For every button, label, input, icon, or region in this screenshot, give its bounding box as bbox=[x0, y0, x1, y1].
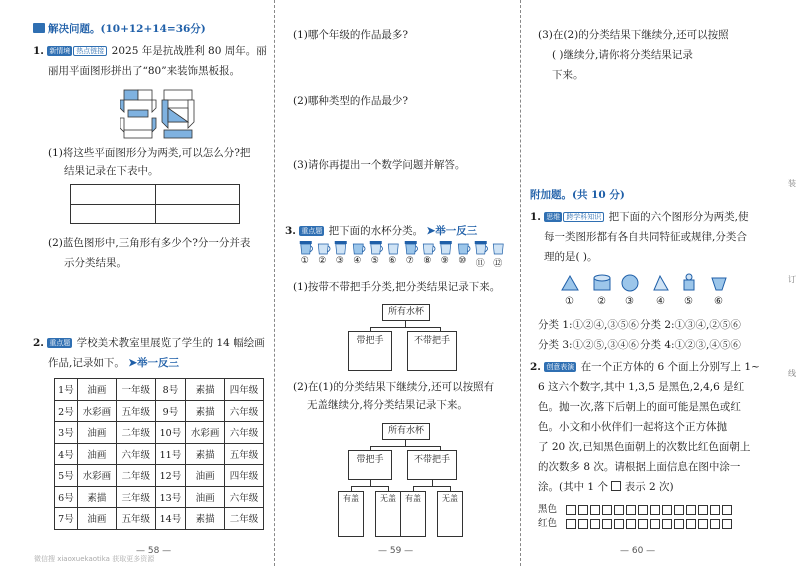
tag-thinking: 思维 bbox=[546, 213, 561, 221]
q3-part2-line1: (2)在(1)的分类结果下继续分,还可以按照有 bbox=[293, 381, 495, 393]
page-number-60: — 60 — bbox=[620, 546, 656, 556]
shape-label: ⑥ bbox=[714, 296, 723, 307]
table-cell: 六年级 bbox=[116, 443, 155, 465]
tree2-connector bbox=[370, 446, 441, 447]
q1-part1-line2: 结果记录在下表中。 bbox=[64, 165, 159, 177]
q1-intro-line2: 丽用平面图形拼出了“80”来装饰黑板报。 bbox=[48, 65, 241, 77]
table-cell: 水彩画 bbox=[77, 465, 116, 487]
cup-label: ② bbox=[318, 256, 327, 266]
table-cell: 油画 bbox=[77, 443, 116, 465]
tag-creative: 创意表演 bbox=[546, 363, 575, 371]
black-squares-row bbox=[566, 505, 732, 515]
color-square[interactable] bbox=[710, 505, 720, 515]
tree2-handle-box: 带把手 bbox=[348, 450, 392, 480]
tree2-connector bbox=[351, 486, 389, 487]
table-cell: 3号 bbox=[55, 422, 78, 444]
table-row bbox=[55, 465, 264, 487]
tree1-no-handle-box: 不带把手 bbox=[407, 331, 457, 371]
color-square[interactable] bbox=[662, 505, 672, 515]
color-square[interactable] bbox=[614, 519, 624, 529]
red-row-label: 红色 bbox=[538, 518, 558, 529]
cup-labels-row bbox=[297, 256, 507, 270]
table-cell: 油画 bbox=[186, 486, 225, 508]
table-cell: 6号 bbox=[55, 486, 78, 508]
cup-label: ⑧ bbox=[423, 256, 432, 266]
tree1-handle-box: 带把手 bbox=[348, 331, 392, 371]
bonus-q1-line1: 1. 思维 跨学科知识 把下面的六个图形分为两类,使 bbox=[530, 211, 749, 223]
q2-practice-link[interactable]: ➤举一反三 bbox=[128, 357, 179, 369]
q1-intro-line1: 1. 新情境 热点链接 2025 年是抗战胜利 80 周年。丽 bbox=[33, 45, 267, 57]
bonus-q2-line7: 涂。(其中 1 个 表示 2 次) bbox=[538, 481, 674, 493]
table-cell: 油画 bbox=[77, 379, 116, 401]
table-row bbox=[55, 400, 264, 422]
tree2-nohandle-nolid-box: 无盖 bbox=[437, 491, 463, 537]
bonus-q2-line3: 色。抛一次,落下后朝上的面可能是黑色或红 bbox=[538, 401, 741, 413]
color-square[interactable] bbox=[626, 505, 636, 515]
color-square[interactable] bbox=[722, 505, 732, 515]
six-shapes-illustration bbox=[560, 270, 740, 296]
shape-label: ② bbox=[597, 296, 606, 307]
heading-icon bbox=[33, 23, 45, 33]
color-square[interactable] bbox=[686, 519, 696, 529]
shape-label: ④ bbox=[656, 296, 665, 307]
color-square[interactable] bbox=[578, 519, 588, 529]
cup-icon bbox=[405, 241, 418, 254]
table-cell: 五年级 bbox=[116, 508, 155, 530]
color-square[interactable] bbox=[590, 505, 600, 515]
red-squares-row bbox=[566, 519, 732, 529]
shape-labels-row bbox=[560, 296, 740, 310]
table-row bbox=[55, 379, 264, 401]
table-cell: 2号 bbox=[55, 400, 78, 422]
binding-mark: 线 bbox=[788, 369, 796, 378]
q3-part1: (1)按带不带把手分类,把分类结果记录下来。 bbox=[293, 281, 501, 293]
section-heading: 解决问题。(10+12+14=36分) bbox=[33, 22, 206, 36]
table-cell: 油画 bbox=[77, 422, 116, 444]
cup-label: ⑪ bbox=[475, 259, 485, 269]
cup-icon bbox=[475, 241, 488, 254]
table-cell: 素描 bbox=[186, 379, 225, 401]
tag-key-question: 重点题 bbox=[301, 227, 323, 235]
table-cell: 8号 bbox=[155, 379, 185, 401]
table-row bbox=[55, 443, 264, 465]
bonus-q2-line6: 的次数多 8 次。请根据上面信息在图中涂一 bbox=[538, 461, 741, 473]
table-cell: 二年级 bbox=[116, 465, 155, 487]
black-row-label: 黑色 bbox=[538, 504, 558, 515]
bonus-q2-line1: 2. 创意表演 在一个正方体的 6 个面上分别写上 1~ bbox=[530, 361, 760, 373]
column-divider-1 bbox=[274, 0, 275, 566]
binding-mark: 订 bbox=[788, 275, 796, 284]
cup-icon bbox=[318, 244, 330, 254]
cup-icon bbox=[300, 241, 313, 254]
table-cell: 四年级 bbox=[225, 465, 264, 487]
table-cell: 六年级 bbox=[225, 486, 264, 508]
bonus-q2-line5: 了 20 次,已知黑色面朝上的次数比红色面朝上 bbox=[538, 441, 751, 453]
cup-label: ⑨ bbox=[440, 256, 449, 266]
table-cell: 5号 bbox=[55, 465, 78, 487]
cup-label: ⑩ bbox=[458, 256, 467, 266]
cups-illustration bbox=[297, 240, 507, 256]
color-square[interactable] bbox=[638, 519, 648, 529]
tag-cross-discipline: 跨学科知识 bbox=[563, 212, 604, 222]
color-square[interactable] bbox=[602, 505, 612, 515]
q2-sub1: (1)哪个年级的作品最多? bbox=[293, 29, 409, 41]
bonus-option-4: 分类 4:①②③,④⑤⑥ bbox=[640, 339, 741, 351]
cup-icon bbox=[423, 244, 435, 254]
color-square[interactable] bbox=[650, 505, 660, 515]
shape-label: ① bbox=[565, 296, 574, 307]
color-square[interactable] bbox=[650, 519, 660, 529]
tree2-nohandle-lid-box: 有盖 bbox=[400, 491, 426, 537]
bonus-q2-line4: 色。小文和小伙伴们一起将这个正方体抛 bbox=[538, 421, 727, 433]
color-square[interactable] bbox=[626, 519, 636, 529]
tag-key-question: 重点题 bbox=[49, 339, 71, 347]
table-cell: 水彩画 bbox=[77, 400, 116, 422]
table-cell: 油画 bbox=[186, 465, 225, 487]
table-cell: 四年级 bbox=[225, 379, 264, 401]
q3-intro: 3. 重点题 把下面的水杯分类。 ➤举一反三 bbox=[285, 225, 478, 237]
q3-part3-line1: (3)在(2)的分类结果下继续分,还可以按照 bbox=[538, 29, 729, 41]
bonus-option-1: 分类 1:①②④,③⑤⑥ bbox=[538, 319, 639, 331]
color-square[interactable] bbox=[722, 519, 732, 529]
color-square[interactable] bbox=[638, 505, 648, 515]
tree2-handle-lid-box: 有盖 bbox=[338, 491, 364, 537]
table-cell: 素描 bbox=[77, 486, 116, 508]
binding-mark: 装 bbox=[788, 179, 796, 188]
table-cell: 二年级 bbox=[116, 422, 155, 444]
table-cell: 1号 bbox=[55, 379, 78, 401]
watermark: 微信搜 xiaoxuekaotika 获取更多资源 bbox=[34, 555, 155, 563]
table-cell: 二年级 bbox=[225, 508, 264, 530]
tree2-no-handle-box: 不带把手 bbox=[407, 450, 457, 480]
table-cell: 7号 bbox=[55, 508, 78, 530]
artwork-table bbox=[54, 378, 264, 530]
tree1-connector bbox=[370, 327, 441, 328]
q2-sub2: (2)哪种类型的作品最少? bbox=[293, 95, 409, 107]
table-cell: 五年级 bbox=[225, 443, 264, 465]
tree2-connector bbox=[413, 486, 451, 487]
table-cell: 9号 bbox=[155, 400, 185, 422]
cup-icon bbox=[353, 244, 365, 254]
q1-part2-line2: 示分类结果。 bbox=[64, 257, 127, 269]
bonus-q1-line3: 理的是( )。 bbox=[544, 251, 598, 263]
table-cell: 14号 bbox=[155, 508, 185, 530]
shape-label: ③ bbox=[625, 296, 634, 307]
color-square[interactable] bbox=[686, 505, 696, 515]
cup-label: ③ bbox=[335, 256, 344, 266]
cup-icon bbox=[440, 241, 452, 254]
table-cell: 10号 bbox=[155, 422, 185, 444]
q2-intro-line1: 2. 重点题 学校美术教室里展览了学生的 14 幅绘画 bbox=[33, 337, 265, 349]
table-cell: 12号 bbox=[155, 465, 185, 487]
cup-label: ⑫ bbox=[493, 259, 503, 269]
q2-intro-line2: 作品,记录如下。 ➤举一反三 bbox=[48, 357, 179, 369]
table-cell: 13号 bbox=[155, 486, 185, 508]
tree2-handle-nolid-box: 无盖 bbox=[375, 491, 401, 537]
tag-hot-link: 热点链接 bbox=[73, 46, 107, 56]
page-number-58: — 58 — bbox=[136, 546, 172, 556]
eighty-figure-illustration bbox=[120, 88, 200, 140]
color-square[interactable] bbox=[710, 519, 720, 529]
cup-label: ⑤ bbox=[370, 256, 379, 266]
table-cell: 一年级 bbox=[116, 379, 155, 401]
q2-sub3: (3)请你再提出一个数学问题并解答。 bbox=[293, 159, 466, 171]
q3-practice-link[interactable]: ➤举一反三 bbox=[426, 225, 478, 237]
shape-label: ⑤ bbox=[684, 296, 693, 307]
bonus-q1-line2: 每一类图形都有各自共同特征或规律,分类合 bbox=[544, 231, 747, 243]
color-square[interactable] bbox=[698, 519, 708, 529]
cup-label: ⑥ bbox=[388, 256, 397, 266]
tree2-root-box: 所有水杯 bbox=[382, 423, 430, 440]
table-cell: 素描 bbox=[186, 508, 225, 530]
table-cell: 11号 bbox=[155, 443, 185, 465]
color-square[interactable] bbox=[614, 505, 624, 515]
tag-new-context: 新情境 bbox=[49, 47, 71, 55]
color-square[interactable] bbox=[698, 505, 708, 515]
cup-icon bbox=[370, 241, 383, 254]
cup-icon bbox=[388, 244, 398, 254]
cup-icon bbox=[493, 244, 503, 254]
bonus-option-2: 分类 2:①③④,②⑤⑥ bbox=[640, 319, 741, 331]
bonus-q2-line2: 6 这六个数字,其中 1,3,5 是黑色,2,4,6 是红 bbox=[538, 381, 745, 393]
table-cell: 4号 bbox=[55, 443, 78, 465]
column-divider-2 bbox=[520, 0, 521, 566]
q3-part3-line3: 下来。 bbox=[552, 69, 584, 81]
color-square[interactable] bbox=[578, 505, 588, 515]
bonus-heading: 附加题。(共 10 分) bbox=[530, 189, 625, 201]
cup-label: ① bbox=[300, 256, 309, 266]
table-row bbox=[55, 508, 264, 530]
q1-record-table bbox=[70, 184, 240, 224]
q1-part1-line1: (1)将这些平面图形分为两类,可以怎么分?把 bbox=[48, 147, 251, 159]
table-cell: 素描 bbox=[186, 400, 225, 422]
color-square[interactable] bbox=[566, 519, 576, 529]
table-cell: 油画 bbox=[77, 508, 116, 530]
q3-part3-line2: ( )继续分,请你将分类结果记录 bbox=[552, 49, 693, 61]
cup-label: ⑦ bbox=[405, 256, 414, 266]
color-square[interactable] bbox=[674, 519, 684, 529]
cup-label: ④ bbox=[353, 256, 362, 266]
legend-square bbox=[611, 481, 621, 491]
color-square[interactable] bbox=[602, 519, 612, 529]
table-row bbox=[55, 422, 264, 444]
tree1-root-box: 所有水杯 bbox=[382, 304, 430, 321]
color-square[interactable] bbox=[566, 505, 576, 515]
table-cell: 三年级 bbox=[116, 486, 155, 508]
q3-part2-line2: 无盖继续分,将分类结果记录下来。 bbox=[307, 399, 468, 411]
table-cell: 水彩画 bbox=[186, 422, 225, 444]
table-cell: 六年级 bbox=[225, 422, 264, 444]
table-cell: 六年级 bbox=[225, 400, 264, 422]
table-row bbox=[55, 486, 264, 508]
page-number-59: — 59 — bbox=[378, 546, 414, 556]
color-square[interactable] bbox=[590, 519, 600, 529]
color-square[interactable] bbox=[662, 519, 672, 529]
table-cell: 素描 bbox=[186, 443, 225, 465]
color-square[interactable] bbox=[674, 505, 684, 515]
table-cell: 五年级 bbox=[116, 400, 155, 422]
q1-part2-line1: (2)蓝色图形中,三角形有多少个?分一分并表 bbox=[48, 237, 251, 249]
cup-icon bbox=[458, 244, 470, 254]
cup-icon bbox=[335, 241, 347, 254]
bonus-option-3: 分类 3:①②⑤,③④⑥ bbox=[538, 339, 639, 351]
